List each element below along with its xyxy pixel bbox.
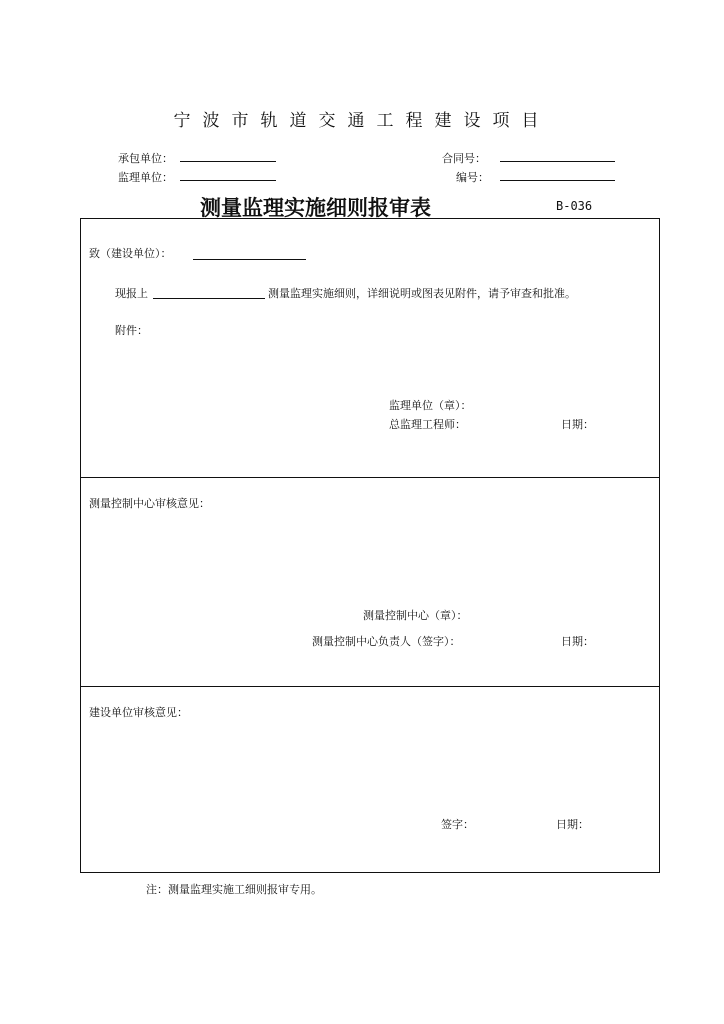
date-label-3: 日期： — [556, 818, 589, 831]
serial-no-field[interactable] — [500, 180, 615, 181]
project-title: 宁波市轨道交通工程建设项目 — [173, 111, 551, 131]
serial-no-label: 编号： — [456, 171, 489, 184]
form-code: B-036 — [556, 199, 593, 213]
signature-label: 签字： — [441, 818, 474, 831]
body-suffix: 测量监理实施细则，详细说明或图表见附件，请予审查和批准。 — [268, 287, 576, 300]
owner-opinion-label: 建设单位审核意见： — [89, 706, 188, 719]
to-field[interactable] — [193, 259, 306, 260]
supervisor-seal-label: 监理单位（章）： — [389, 399, 472, 412]
row-divider-2 — [81, 686, 659, 687]
footer-note: 注：测量监理实施工细则报审专用。 — [146, 883, 322, 896]
date-label-1: 日期： — [561, 418, 594, 431]
supervisor-label: 监理单位： — [118, 171, 173, 184]
contract-no-field[interactable] — [500, 161, 615, 162]
chief-engineer-label: 总监理工程师： — [389, 418, 466, 431]
to-label: 致（建设单位）： — [89, 247, 172, 260]
row-divider-1 — [81, 477, 659, 478]
center-opinion-label: 测量控制中心审核意见： — [89, 497, 210, 510]
body-prefix: 现报上 — [115, 287, 148, 300]
date-label-2: 日期： — [561, 635, 594, 648]
center-head-label: 测量控制中心负责人（签字）： — [312, 635, 461, 648]
contract-no-label: 合同号： — [442, 152, 486, 165]
center-seal-label: 测量控制中心（章）： — [363, 609, 468, 622]
supervisor-field[interactable] — [180, 180, 276, 181]
contractor-label: 承包单位： — [118, 152, 173, 165]
form-table — [80, 218, 660, 873]
detail-name-field[interactable] — [153, 298, 265, 299]
form-title: 测量监理实施细则报审表 — [200, 196, 431, 220]
contractor-field[interactable] — [180, 161, 276, 162]
attachment-label: 附件： — [115, 324, 148, 337]
